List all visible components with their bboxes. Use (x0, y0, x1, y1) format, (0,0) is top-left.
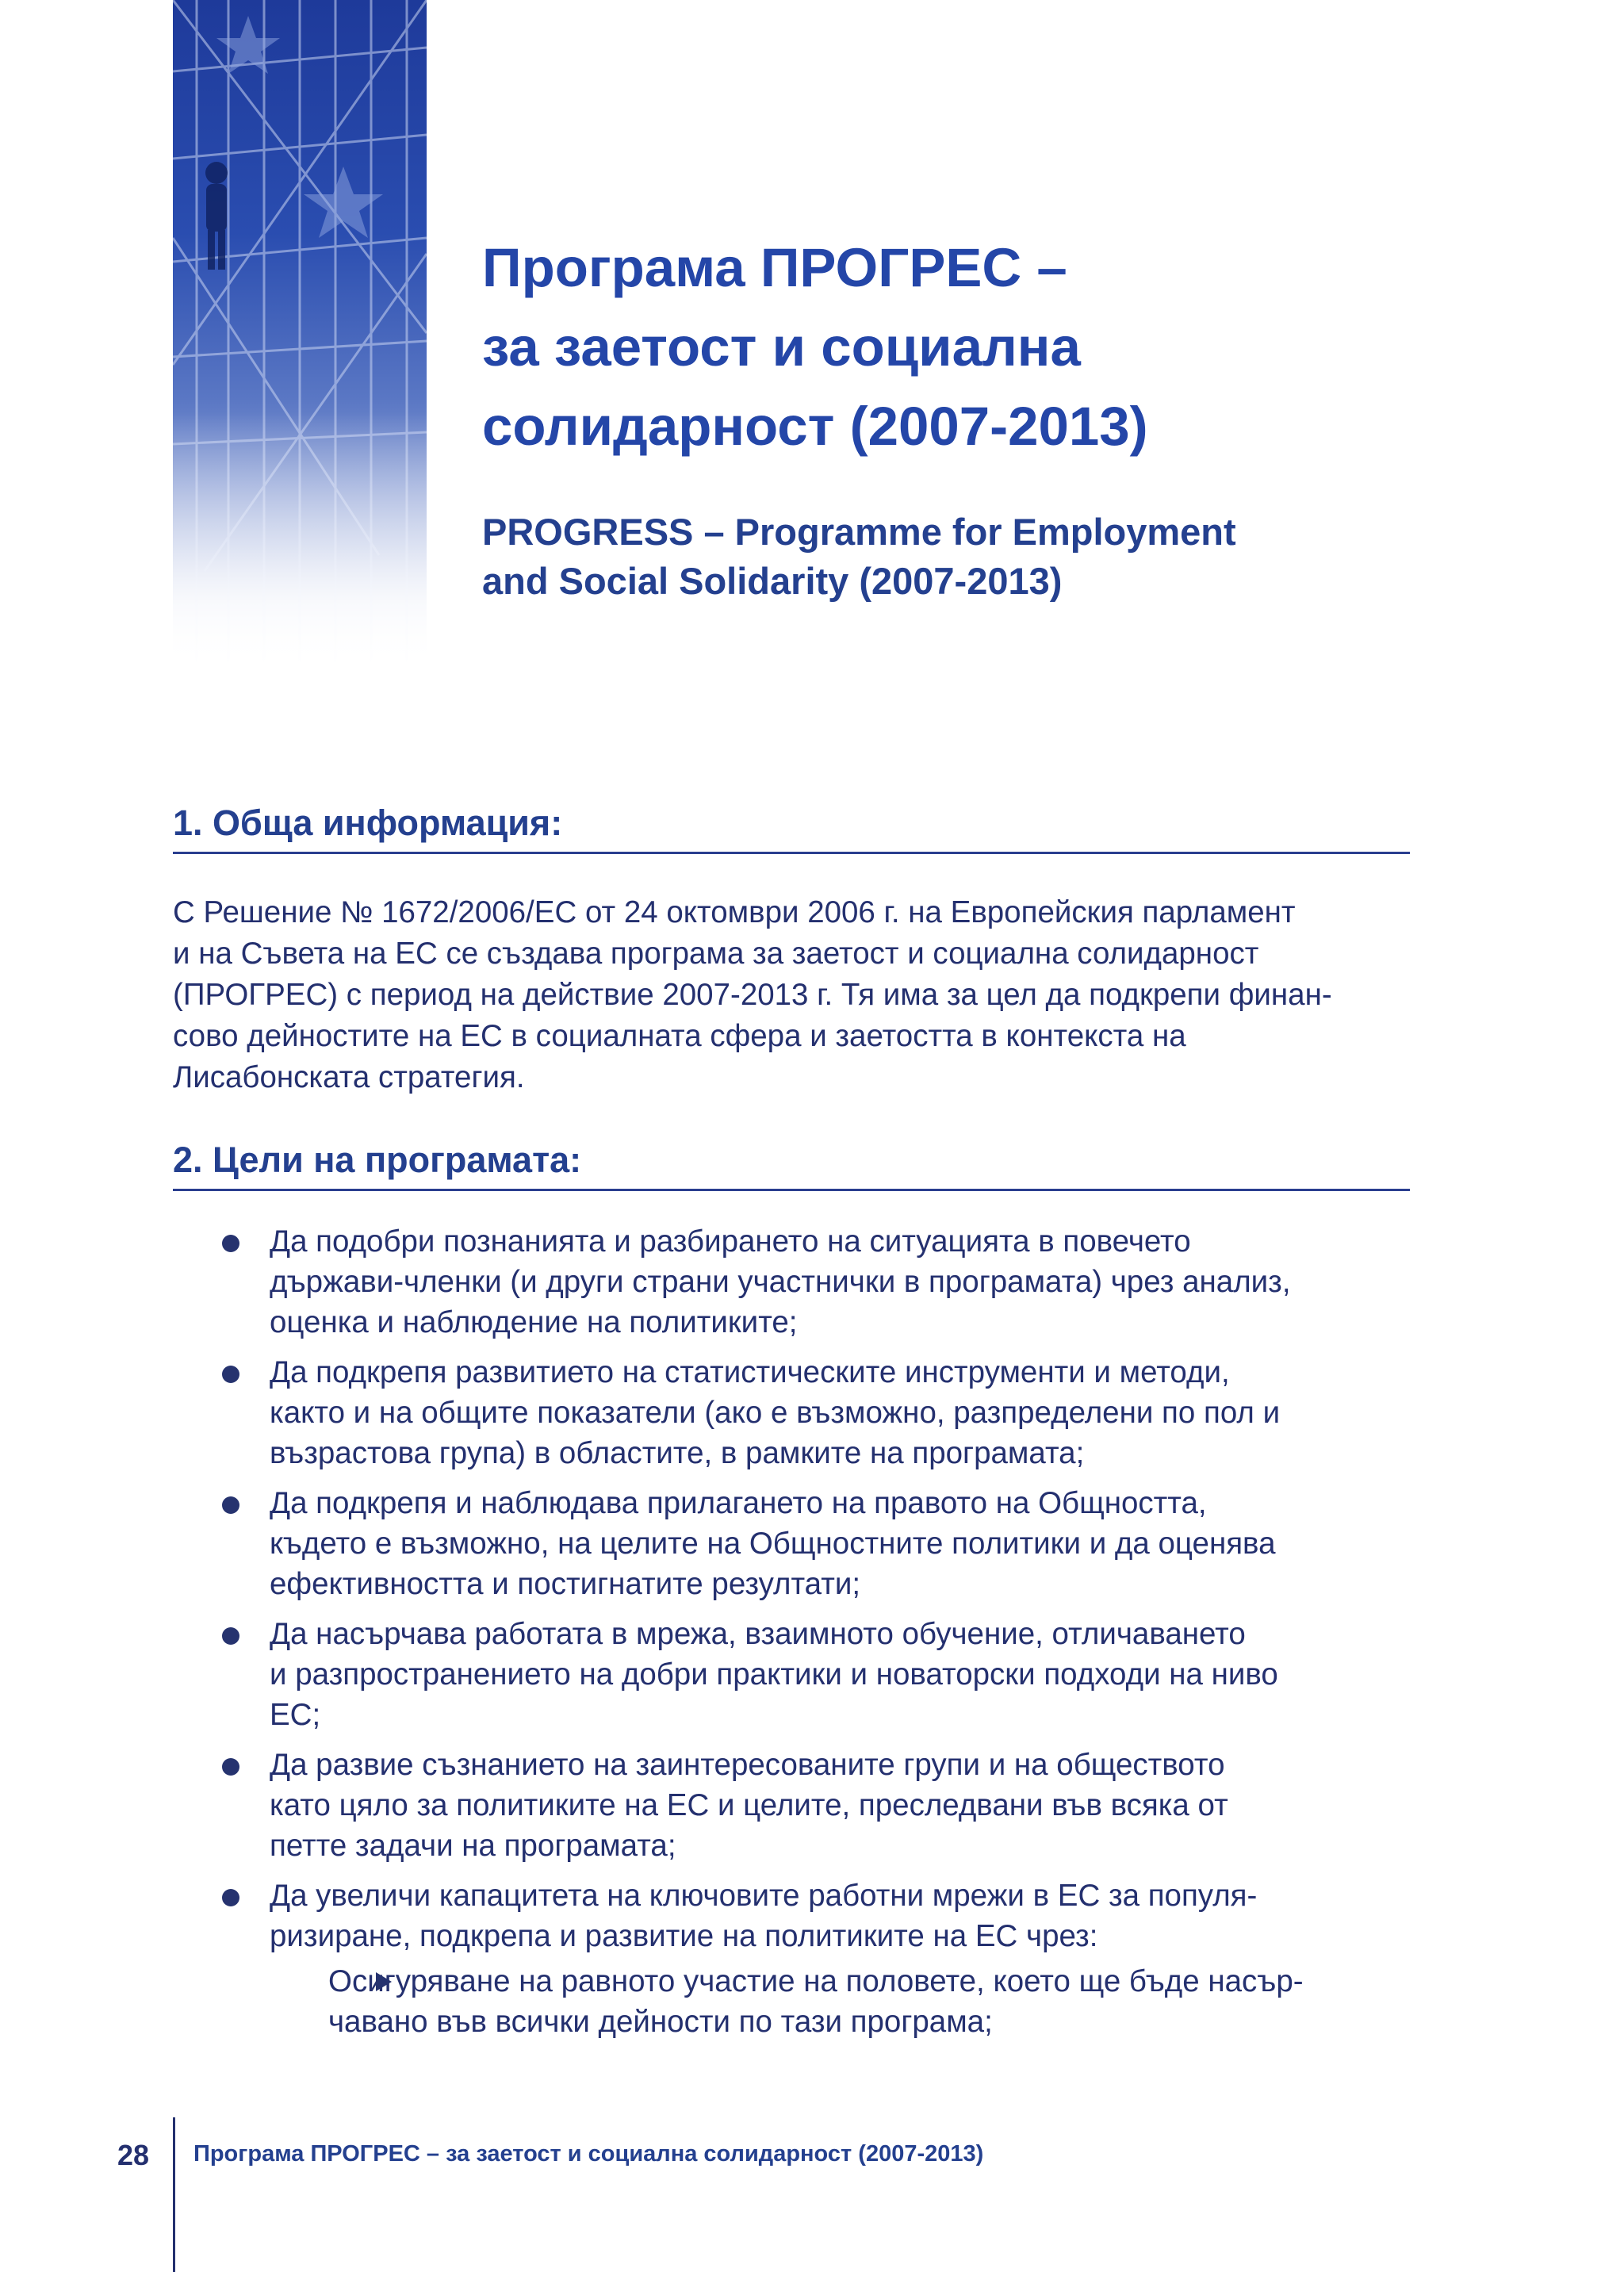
general-info-paragraph (173, 892, 1410, 1098)
list-item-line: като цяло за политиките на ЕС и целите, преследвани във всяка от (270, 1788, 1228, 1822)
list-item-line: Да подобри познанията и разбирането на ситуацията в повечето (270, 1224, 1191, 1259)
paragraph-line: С Решение № 1672/2006/ЕС от 24 октомври 2006 г. на Европейския парламент (173, 895, 1296, 929)
list-item (173, 1614, 1410, 1735)
subtitle-line: and Social Solidarity (2007-2013) (482, 560, 1063, 602)
list-item-line: както и на общите показатели (ако е възможно, разпределени по пол и (270, 1396, 1281, 1430)
list-item (173, 1352, 1410, 1473)
paragraph-line: Лисабонската стратегия. (173, 1060, 525, 1094)
list-item-line: и разпространението на добри практики и новаторски подходи на ниво (270, 1657, 1278, 1692)
list-item-line: Да подкрепя развитието на статистическите инструменти и методи, (270, 1355, 1230, 1389)
list-item-line: Да развие съзнанието на заинтересованите групи и на обществото (270, 1748, 1225, 1782)
list-item-line: петте задачи на програмата; (270, 1829, 676, 1863)
page-number: 28 (117, 2139, 150, 2171)
list-item (173, 1483, 1410, 1604)
list-item-line: ризиране, подкрепа и развитие на политиките на ЕС чрез: (270, 1919, 1098, 1953)
section-heading-general-info: 1. Обща информация: (173, 801, 1410, 854)
objectives-list (173, 1221, 1410, 2052)
bullet-icon (222, 1235, 239, 1252)
list-item-line: ефективността и постигнатите резултати; (270, 1567, 861, 1601)
paragraph-line: (ПРОГРЕС) с период на действие 2007-2013 г. Тя има за цел да подкрепи финан- (173, 978, 1332, 1012)
running-title: Програма ПРОГРЕС – за заетост и социална солидарност (2007-2013) (193, 2141, 984, 2167)
list-item-line: Да подкрепя и наблюдава прилагането на правото на Общността, (270, 1486, 1207, 1520)
bullet-icon (222, 1366, 239, 1383)
subtitle-line: PROGRESS – Programme for Employment (482, 511, 1236, 553)
list-item-line: възрастова група) в областите, в рамките на програмата; (270, 1436, 1085, 1470)
list-item (173, 1745, 1410, 1866)
list-item-line: ЕС; (270, 1698, 321, 1732)
triangle-bullet-icon (376, 1972, 392, 1991)
photo-fade (173, 412, 427, 666)
list-item-line: Да увеличи капацитета на ключовите работни мрежи в ЕС за популя- (270, 1879, 1258, 1913)
bullet-icon (222, 1758, 239, 1776)
bullet-icon (222, 1889, 239, 1906)
list-item (173, 1875, 1410, 2042)
section-heading-objectives: 2. Цели на програмата: (173, 1138, 1410, 1191)
bullet-icon (222, 1627, 239, 1645)
list-item-line: държави-членки (и други страни участнички в програмата) чрез анализ, (270, 1265, 1291, 1299)
footer-divider (173, 2117, 175, 2272)
title-block (482, 228, 1434, 606)
paragraph-line: сово дейностите на ЕС в социалната сфера и заетостта в контекста на (173, 1019, 1186, 1053)
page-title (482, 228, 1434, 466)
sub-list-item-line: Осигуряване на равното участие на половете, което ще бъде насър- (328, 1964, 1304, 1998)
page-subtitle (482, 508, 1434, 606)
title-line: за заетост и социална (482, 316, 1081, 377)
list-item-line: Да насърчава работата в мрежа, взаимното обучение, отличаването (270, 1617, 1246, 1651)
list-item (173, 1221, 1410, 1343)
cover-photo (173, 0, 427, 666)
title-line: солидарност (2007-2013) (482, 396, 1148, 457)
sub-list-item-line: чавано във всички дейности по тази програма; (328, 2005, 993, 2039)
bullet-icon (222, 1496, 239, 1514)
list-item-line: където е възможно, на целите на Общностните политики и да оценява (270, 1527, 1276, 1561)
title-line: Програма ПРОГРЕС – (482, 237, 1067, 298)
sub-list-item (270, 1961, 1410, 2042)
list-item-line: оценка и наблюдение на политиките; (270, 1305, 798, 1339)
paragraph-line: и на Съвета на ЕС се създава програма за заетост и социална солидарност (173, 937, 1259, 971)
